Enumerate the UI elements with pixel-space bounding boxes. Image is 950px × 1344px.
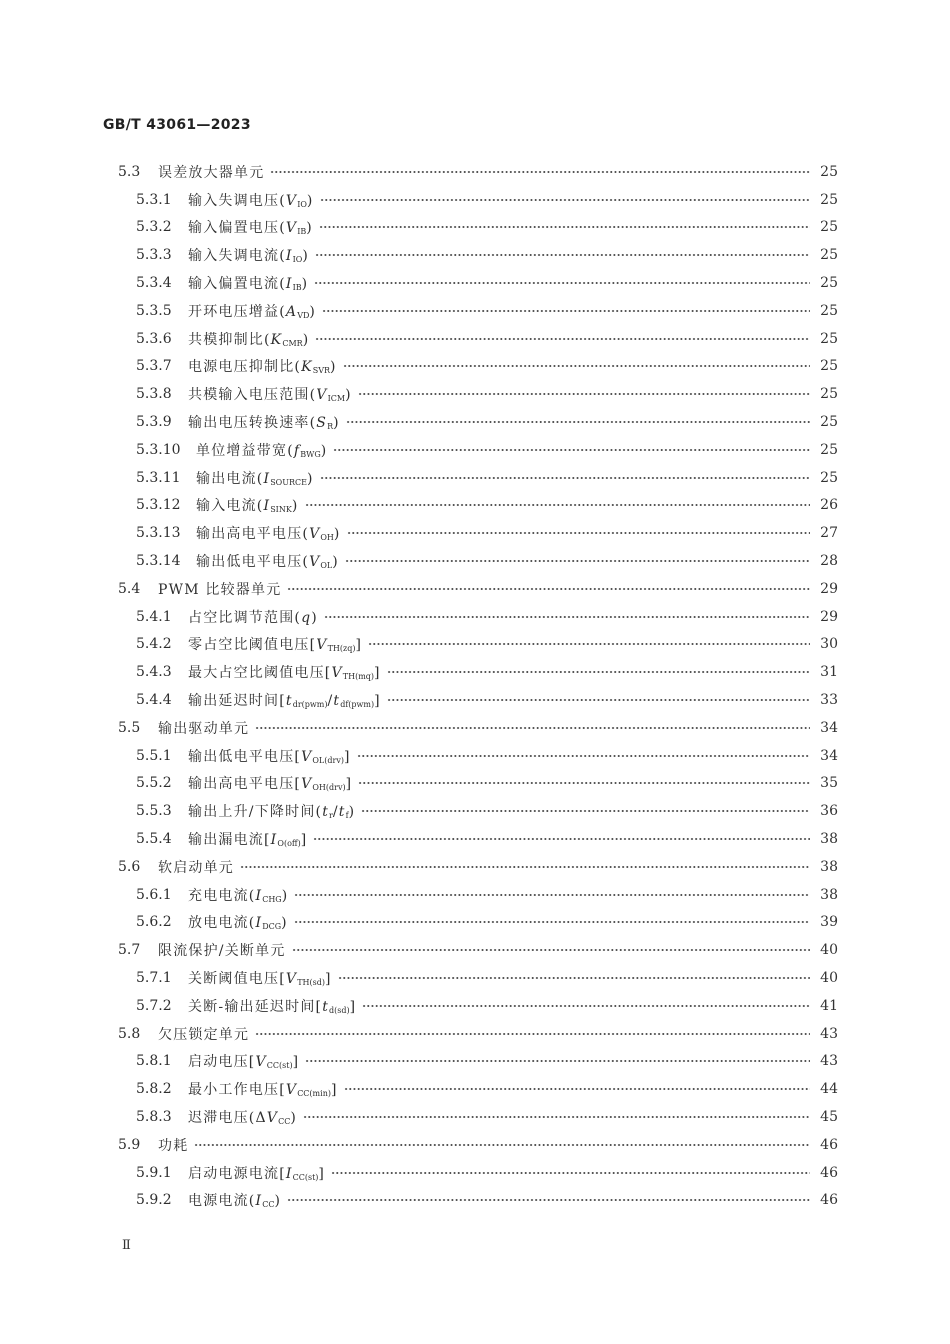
toc-entry-title: 输出低电平电压$(V_{OL})$ <box>196 554 339 571</box>
toc-entry-page: 46 <box>820 1192 838 1209</box>
toc-entry-number: 5.3.13 <box>136 525 181 542</box>
toc-entry-title: 输入偏置电流$(I_{IB})$ <box>188 276 309 293</box>
toc-entry[interactable] <box>118 297 838 325</box>
toc-leader-dots <box>294 891 810 899</box>
toc-leader-dots <box>338 974 810 982</box>
toc-entry-page: 25 <box>820 302 838 319</box>
toc-entry-page: 25 <box>820 247 838 264</box>
toc-entry-number: 5.5.2 <box>136 775 172 792</box>
toc-entry-page: 34 <box>820 747 838 764</box>
toc-leader-dots <box>303 1113 810 1121</box>
toc-entry-number: 5.3.10 <box>136 441 181 458</box>
toc-entry[interactable] <box>118 241 838 269</box>
toc-leader-dots <box>313 835 810 843</box>
toc-entry[interactable] <box>118 797 838 825</box>
toc-entry-number: 5.3.4 <box>136 275 172 292</box>
toc-entry-page: 45 <box>820 1108 838 1125</box>
toc-entry-title: 输出电压转换速率$(S_R)$ <box>188 415 340 432</box>
toc-entry[interactable] <box>118 1075 838 1103</box>
toc-entry-title: 功耗 <box>158 1137 189 1154</box>
toc-leader-dots <box>255 724 810 732</box>
toc-entry-title: 占空比调节范围(q) <box>188 609 318 626</box>
toc-entry-number: 5.3.9 <box>136 414 172 431</box>
toc-leader-dots <box>240 863 810 871</box>
toc-entry-page: 35 <box>820 775 838 792</box>
toc-entry[interactable] <box>118 325 838 353</box>
toc-leader-dots <box>324 613 810 621</box>
toc-leader-dots <box>387 668 810 676</box>
toc-entry-title: 误差放大器单元 <box>158 164 265 181</box>
toc-leader-dots <box>294 918 810 926</box>
toc-entry-page: 27 <box>820 525 838 542</box>
toc-leader-dots <box>357 752 810 760</box>
toc-entry[interactable] <box>118 1048 838 1076</box>
toc-entry[interactable] <box>118 380 838 408</box>
toc-entry-page: 38 <box>820 831 838 848</box>
toc-entry-title: 输出上升/下降时间$(t_r/t_f)$ <box>188 804 356 821</box>
toc-entry-number: 5.8.1 <box>136 1053 172 1070</box>
toc-entry-page: 25 <box>820 469 838 486</box>
toc-entry-page: 25 <box>820 191 838 208</box>
toc-entry-page: 46 <box>820 1164 838 1181</box>
toc-entry-page: 46 <box>820 1136 838 1153</box>
toc-entry-number: 5.3.1 <box>136 191 172 208</box>
toc-entry-page: 31 <box>820 664 838 681</box>
toc-entry-number: 5.3.11 <box>136 469 181 486</box>
toc-entry-number: 5.9 <box>118 1136 141 1153</box>
toc-entry-title: 最大占空比阈值电压$[V_{TH(mq)}]$ <box>188 665 381 682</box>
toc-entry-title: 输出高电平电压$(V_{OH})$ <box>196 526 341 543</box>
toc-entry-page: 25 <box>820 414 838 431</box>
toc-leader-dots <box>345 557 810 565</box>
toc-leader-dots <box>292 946 810 954</box>
toc-entry-number: 5.5.4 <box>136 831 172 848</box>
toc-entry-page: 29 <box>820 608 838 625</box>
toc-entry-number: 5.3.7 <box>136 358 172 375</box>
toc-entry-page: 41 <box>820 997 838 1014</box>
toc-entry-number: 5.8 <box>118 1025 141 1042</box>
toc-entry-page: 36 <box>820 803 838 820</box>
toc-entry-number: 5.7 <box>118 942 141 959</box>
toc-entry-page: 25 <box>820 163 838 180</box>
toc-entry-number: 5.3.3 <box>136 247 172 264</box>
toc-entry[interactable] <box>118 770 838 798</box>
toc-entry-title: 最小工作电压$[V_{CC(min)}]$ <box>188 1082 338 1099</box>
toc-entry-page: 25 <box>820 219 838 236</box>
toc-entry-title: 开环电压增益$(A_{VD})$ <box>188 303 317 320</box>
toc-leader-dots <box>346 418 810 426</box>
toc-entry[interactable] <box>118 1131 838 1159</box>
toc-entry-number: 5.4.2 <box>136 636 172 653</box>
toc-leader-dots <box>322 307 810 315</box>
toc-leader-dots <box>314 279 810 287</box>
toc-entry-page: 25 <box>820 330 838 347</box>
toc-entry-page: 43 <box>820 1053 838 1070</box>
toc-entry[interactable] <box>118 1186 838 1214</box>
toc-entry[interactable] <box>118 1159 838 1187</box>
toc-leader-dots <box>387 696 810 704</box>
toc-entry[interactable] <box>118 353 838 381</box>
toc-entry-number: 5.6.1 <box>136 886 172 903</box>
toc-entry-page: 25 <box>820 275 838 292</box>
toc-entry-title: 共模输入电压范围$(V_{ICM})$ <box>188 387 352 404</box>
toc-entry[interactable] <box>118 964 838 992</box>
toc-entry-page: 34 <box>820 719 838 736</box>
toc-entry-number: 5.4.4 <box>136 692 172 709</box>
toc-entry-page: 33 <box>820 692 838 709</box>
toc-entry-title: 输出低电平电压$[V_{OL(drv)}]$ <box>188 748 351 765</box>
page-number: Ⅱ <box>122 1238 131 1253</box>
toc-entry-title: 单位增益带宽$(f_{BWG})$ <box>196 442 328 459</box>
toc-entry-page: 30 <box>820 636 838 653</box>
toc-entry-number: 5.6 <box>118 858 141 875</box>
toc-entry-number: 5.3.8 <box>136 386 172 403</box>
toc-leader-dots <box>344 1085 810 1093</box>
toc-entry[interactable] <box>118 881 838 909</box>
toc-entry[interactable] <box>118 742 838 770</box>
toc-entry-title: PWM 比较器单元 <box>158 581 282 598</box>
toc-entry-title: 欠压锁定单元 <box>158 1026 250 1043</box>
toc-entry-title: 输出电流$(I_{SOURCE})$ <box>196 470 314 487</box>
toc-entry-number: 5.5.1 <box>136 747 172 764</box>
toc-entry-page: 25 <box>820 358 838 375</box>
toc-entry-number: 5.3.6 <box>136 330 172 347</box>
toc-leader-dots <box>362 1002 810 1010</box>
toc-entry-title: 输入失调电压$(V_{IO})$ <box>188 192 314 209</box>
toc-leader-dots <box>319 223 810 231</box>
toc-entry-page: 39 <box>820 914 838 931</box>
toc-entry[interactable] <box>118 214 838 242</box>
toc-entry[interactable] <box>118 603 838 631</box>
toc-entry-number: 5.8.3 <box>136 1108 172 1125</box>
toc-entry-number: 5.6.2 <box>136 914 172 931</box>
toc-entry-title: 启动电压$[V_{CC(st)}]$ <box>188 1054 300 1071</box>
toc-entry[interactable] <box>118 158 838 186</box>
toc-entry[interactable] <box>118 825 838 853</box>
toc-entry-page: 29 <box>820 580 838 597</box>
toc-entry[interactable] <box>118 714 838 742</box>
toc-entry[interactable] <box>118 269 838 297</box>
toc-entry[interactable] <box>118 658 838 686</box>
toc-entry-number: 5.9.1 <box>136 1164 172 1181</box>
toc-leader-dots <box>331 1169 810 1177</box>
toc-entry[interactable] <box>118 1020 838 1048</box>
toc-entry-page: 38 <box>820 886 838 903</box>
toc-entry-title: 输入电流$(I_{SINK})$ <box>196 498 299 515</box>
toc-entry-number: 5.3.5 <box>136 302 172 319</box>
toc-entry-page: 26 <box>820 497 838 514</box>
toc-entry-number: 5.7.2 <box>136 997 172 1014</box>
toc-entry-number: 5.7.1 <box>136 970 172 986</box>
toc-entry-title: 输出高电平电压$[V_{OH(drv)}]$ <box>188 776 353 793</box>
toc-entry-number: 5.5 <box>118 719 141 736</box>
toc-entry-title: 共模抑制比$(K_{CMR})$ <box>188 331 310 348</box>
toc-entry-page: 43 <box>820 1025 838 1042</box>
toc-entry-title: 零占空比阈值电压$[V_{TH(zq)}]$ <box>188 637 363 654</box>
toc-leader-dots <box>343 362 810 370</box>
toc-leader-dots <box>315 251 810 259</box>
table-of-contents <box>118 158 838 1214</box>
toc-entry[interactable] <box>118 519 838 547</box>
toc-entry-title: 输出漏电流$[I_{O(off)}]$ <box>188 832 308 849</box>
toc-entry[interactable] <box>118 436 838 464</box>
toc-entry-title: 关断阈值电压$[V_{TH(sd)}]$ <box>188 971 332 987</box>
toc-entry[interactable] <box>118 992 838 1020</box>
toc-entry-page: 40 <box>820 942 838 959</box>
toc-entry-title: 电源电流$(I_{CC})$ <box>188 1193 282 1210</box>
standard-code-header: GB/T 43061—2023 <box>103 117 251 133</box>
toc-entry-title: 输出延迟时间$[t_{dr(pwm)}/t_{df(pwm)}]$ <box>188 693 381 710</box>
toc-entry[interactable] <box>118 492 838 520</box>
toc-entry-title: 电源电压抑制比$(K_{SVR})$ <box>188 359 337 376</box>
toc-entry[interactable] <box>118 1103 838 1131</box>
toc-entry-page: 40 <box>820 970 838 986</box>
toc-entry[interactable] <box>118 186 838 214</box>
toc-entry[interactable] <box>118 686 838 714</box>
toc-leader-dots <box>347 529 810 537</box>
toc-entry[interactable] <box>118 575 838 603</box>
toc-entry-page: 38 <box>820 858 838 875</box>
toc-entry-number: 5.8.2 <box>136 1081 172 1098</box>
toc-entry-number: 5.5.3 <box>136 803 172 820</box>
toc-entry-title: 限流保护/关断单元 <box>158 943 286 960</box>
toc-entry-title: 放电电流$(I_{DCG})$ <box>188 915 288 932</box>
toc-entry-title: 启动电源电流$[I_{CC(st)}]$ <box>188 1165 326 1182</box>
toc-leader-dots <box>333 446 810 454</box>
toc-leader-dots <box>194 1141 810 1149</box>
toc-entry-number: 5.3 <box>118 163 141 180</box>
toc-entry[interactable] <box>118 631 838 659</box>
toc-leader-dots <box>305 1057 810 1065</box>
toc-leader-dots <box>358 779 810 787</box>
toc-entry-page: 25 <box>820 441 838 458</box>
toc-entry-title: 输入偏置电压$(V_{IB})$ <box>188 220 313 237</box>
toc-entry-title: 软启动单元 <box>158 859 234 876</box>
toc-entry-number: 5.3.14 <box>136 553 181 570</box>
toc-entry-number: 5.9.2 <box>136 1192 172 1209</box>
toc-entry-page: 44 <box>820 1081 838 1098</box>
toc-leader-dots <box>368 640 810 648</box>
toc-entry-title: 充电电流$(I_{CHG})$ <box>188 887 289 904</box>
toc-entry[interactable] <box>118 547 838 575</box>
toc-leader-dots <box>270 168 810 176</box>
toc-entry[interactable] <box>118 464 838 492</box>
toc-entry[interactable] <box>118 408 838 436</box>
toc-leader-dots <box>305 501 811 509</box>
toc-entry-number: 5.3.12 <box>136 497 181 514</box>
toc-entry[interactable] <box>118 853 838 881</box>
toc-leader-dots <box>287 1196 810 1204</box>
toc-leader-dots <box>287 585 810 593</box>
toc-entry[interactable] <box>118 909 838 937</box>
toc-entry-title: 输入失调电流$(I_{IO})$ <box>188 248 309 265</box>
toc-entry-page: 25 <box>820 386 838 403</box>
toc-leader-dots <box>320 196 810 204</box>
toc-leader-dots <box>358 390 810 398</box>
toc-entry-number: 5.4.1 <box>136 608 172 625</box>
toc-entry-number: 5.4.3 <box>136 664 172 681</box>
toc-entry-title: 关断-输出延迟时间$[t_{d(sd)}]$ <box>188 998 357 1015</box>
toc-entry-number: 5.4 <box>118 580 141 597</box>
toc-entry-title: 输出驱动单元 <box>158 720 250 737</box>
toc-leader-dots <box>320 474 810 482</box>
toc-leader-dots <box>255 1030 810 1038</box>
toc-entry[interactable] <box>118 936 838 964</box>
toc-entry-page: 28 <box>820 553 838 570</box>
toc-leader-dots <box>315 335 810 343</box>
toc-entry-number: 5.3.2 <box>136 219 172 236</box>
toc-entry-title: 迟滞电压$(\Delta V_{CC})$ <box>188 1109 298 1126</box>
toc-leader-dots <box>361 807 810 815</box>
